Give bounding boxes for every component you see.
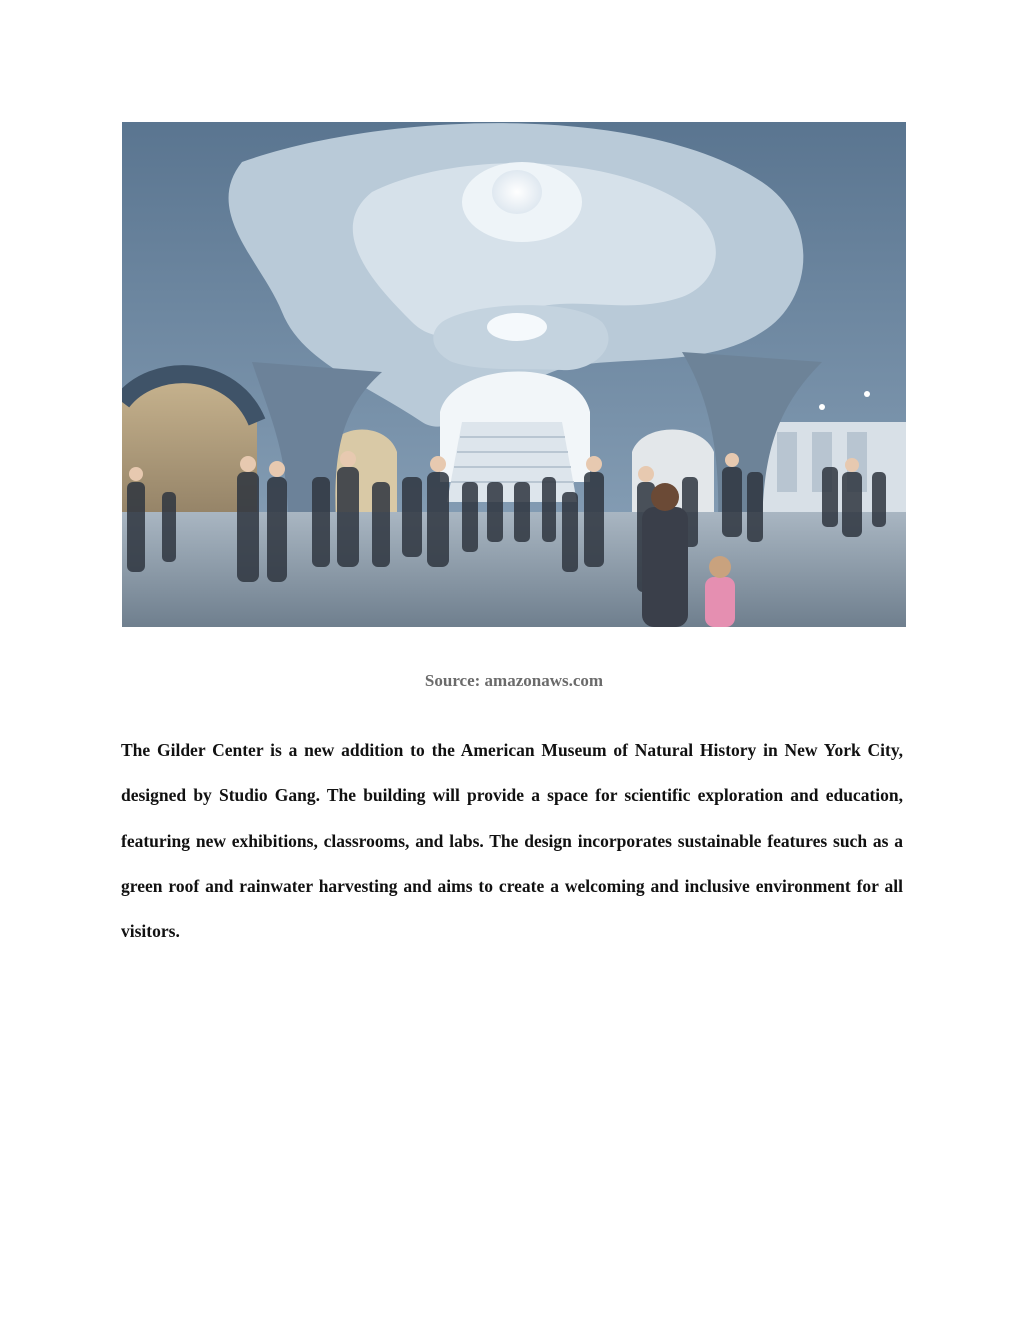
article-paragraph: The Gilder Center is a new addition to the American Museum of Natural History in New York City, designed by Studio Gang. The building will provide a space for scientific exploration and education, featuring new exhibitions, classrooms, and labs. The design incorporates sustainable features such as a green roof and rainwater harvesting and aims to create a welcoming and inclusive environment for all visitors. bbox=[121, 740, 903, 942]
image-source-caption: Source: amazonaws.com bbox=[424, 671, 604, 690]
gilder-center-interior-photo bbox=[122, 122, 906, 627]
